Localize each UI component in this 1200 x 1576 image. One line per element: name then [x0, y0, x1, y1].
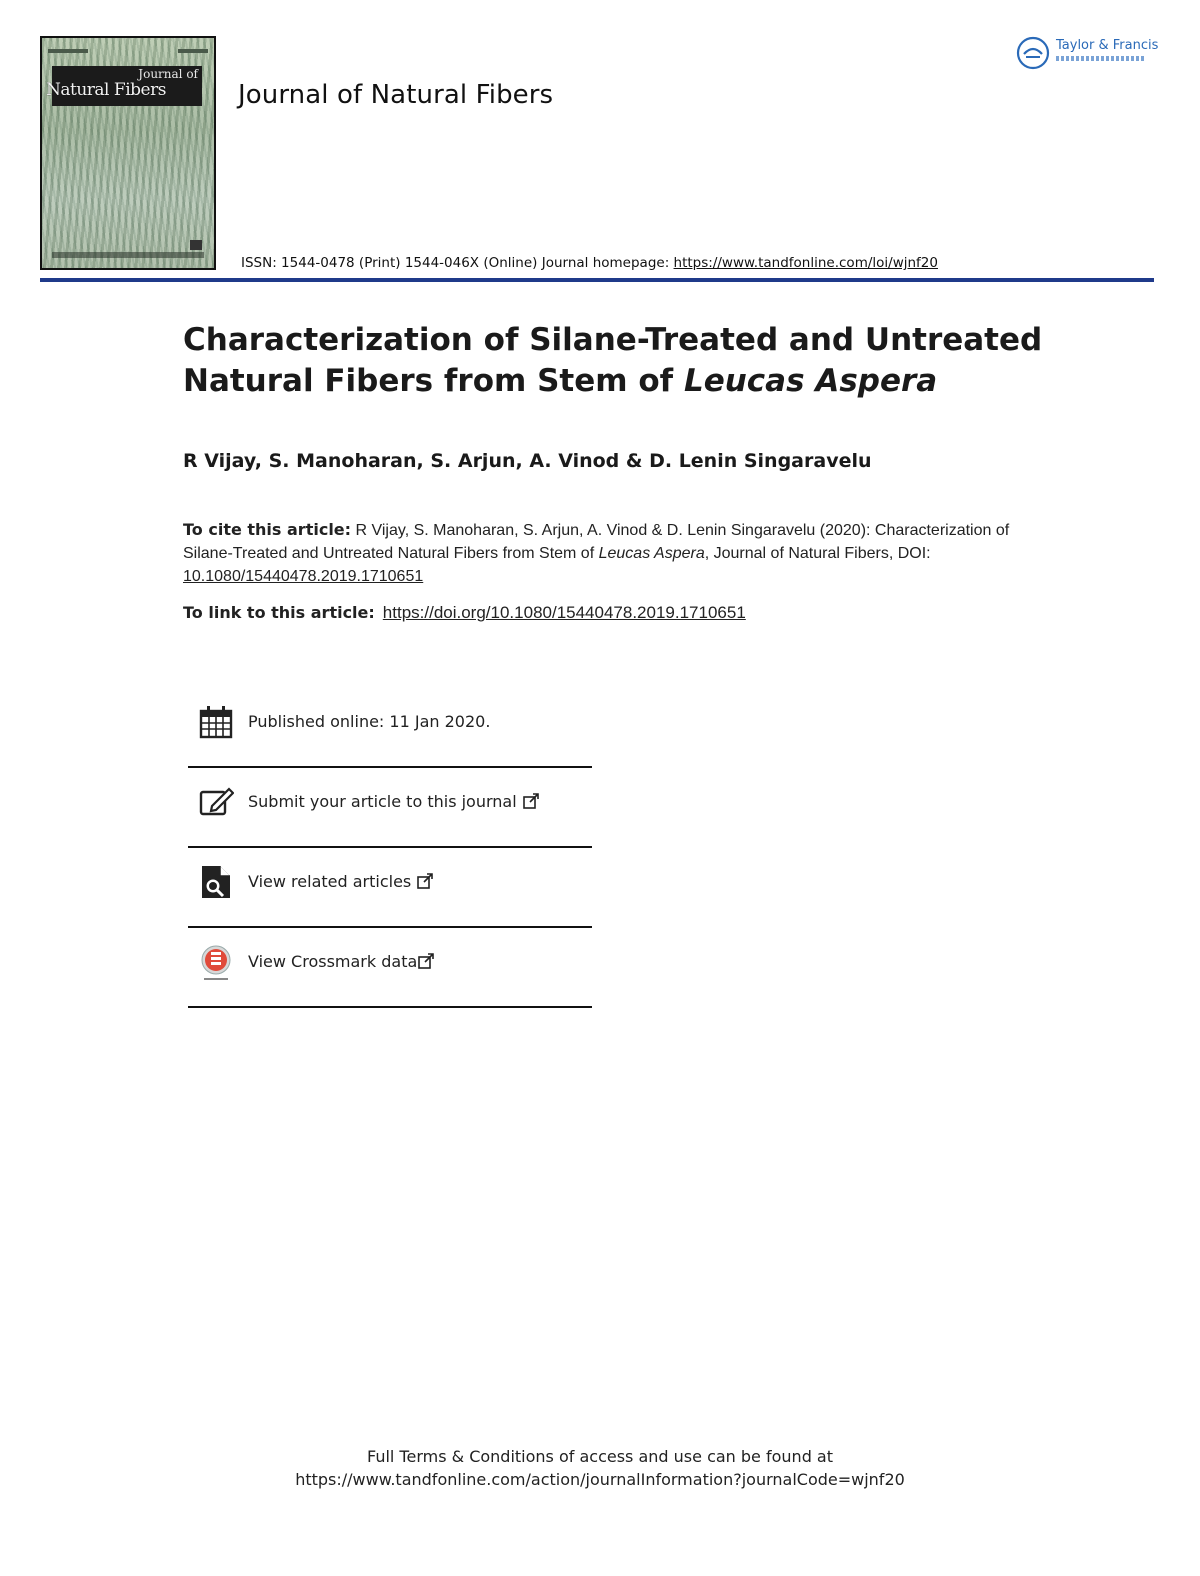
link-lead: To link to this article:: [183, 603, 375, 622]
publisher-name: Taylor & Francis: [1056, 38, 1159, 53]
journal-title: Journal of Natural Fibers: [238, 80, 554, 110]
divider: [188, 766, 592, 768]
journal-homepage-link[interactable]: https://www.tandfonline.com/loi/wjnf20: [673, 255, 938, 271]
cover-band-label: Journal of: [138, 67, 198, 81]
header-rule: [40, 278, 1154, 282]
cover-title: Natural Fibers: [46, 80, 166, 100]
published-online-label: Published online: 11 Jan 2020.: [248, 712, 491, 731]
related-articles-link[interactable]: [248, 872, 433, 891]
citation-text-part2: , Journal of Natural Fibers, DOI:: [704, 545, 931, 562]
crossmark-label: View Crossmark data: [248, 952, 418, 971]
footer-terms-text: Full Terms & Conditions of access and use can be found at: [366, 1447, 834, 1466]
citation-doi-link[interactable]: 10.1080/15440478.2019.1710651: [183, 568, 424, 585]
footer: [0, 1445, 1200, 1491]
article-doi-link[interactable]: https://doi.org/10.1080/15440478.2019.1710651: [382, 603, 746, 622]
author-list: R Vijay, S. Manoharan, S. Arjun, A. Vinod & D. Lenin Singaravelu: [183, 450, 872, 472]
citation-lead: To cite this article:: [183, 520, 352, 539]
edit-icon: [198, 784, 234, 820]
article-title: [183, 320, 1083, 402]
publisher-logo: [1016, 36, 1159, 70]
title-line-2: Natural Fibers from Stem of: [183, 363, 684, 399]
related-articles-label: View related articles: [248, 872, 412, 891]
issn-text: ISSN: 1544-0478 (Print) 1544-046X (Online) Journal homepage:: [241, 255, 674, 271]
issn-line: [241, 255, 938, 271]
citation-species: Leucas Aspera: [598, 545, 705, 562]
document-search-icon: [198, 864, 234, 900]
crossmark-link[interactable]: [248, 952, 434, 971]
submit-article-link[interactable]: [248, 792, 539, 811]
title-line-1: Characterization of Silane-Treated and Untreated: [183, 322, 1043, 358]
citation-block: [183, 518, 1063, 588]
citation-text-part1: R Vijay, S. Manoharan, S. Arjun, A. Vinod & D. Lenin Singaravelu (2020): Characterization of Silane-Treated and Untreated Natural Fibers from Stem of: [183, 522, 1010, 562]
article-link-line: [183, 603, 746, 623]
divider: [188, 1006, 592, 1008]
external-link-icon: [418, 953, 434, 969]
calendar-icon: [198, 704, 234, 740]
related-articles-row[interactable]: [188, 856, 592, 926]
divider: [188, 926, 592, 928]
crossmark-row[interactable]: [188, 936, 592, 1006]
cover-footer-strip: [52, 252, 204, 258]
divider: [188, 846, 592, 848]
title-species: Leucas Aspera: [683, 363, 938, 399]
submit-article-row[interactable]: [188, 776, 592, 846]
cover-publisher-mark: [190, 240, 202, 250]
published-online-row: [188, 696, 592, 766]
crossmark-icon: [198, 944, 234, 984]
footer-terms-url[interactable]: https://www.tandfonline.com/action/journalInformation?journalCode=wjnf20: [295, 1470, 905, 1489]
submit-article-label: Submit your article to this journal: [248, 792, 517, 811]
publisher-tagline: [1056, 56, 1144, 61]
cover-top-strip: [48, 44, 208, 58]
external-link-icon: [523, 793, 539, 809]
external-link-icon: [417, 873, 433, 889]
journal-cover-image: [40, 36, 216, 270]
taylor-francis-icon: [1016, 36, 1050, 70]
